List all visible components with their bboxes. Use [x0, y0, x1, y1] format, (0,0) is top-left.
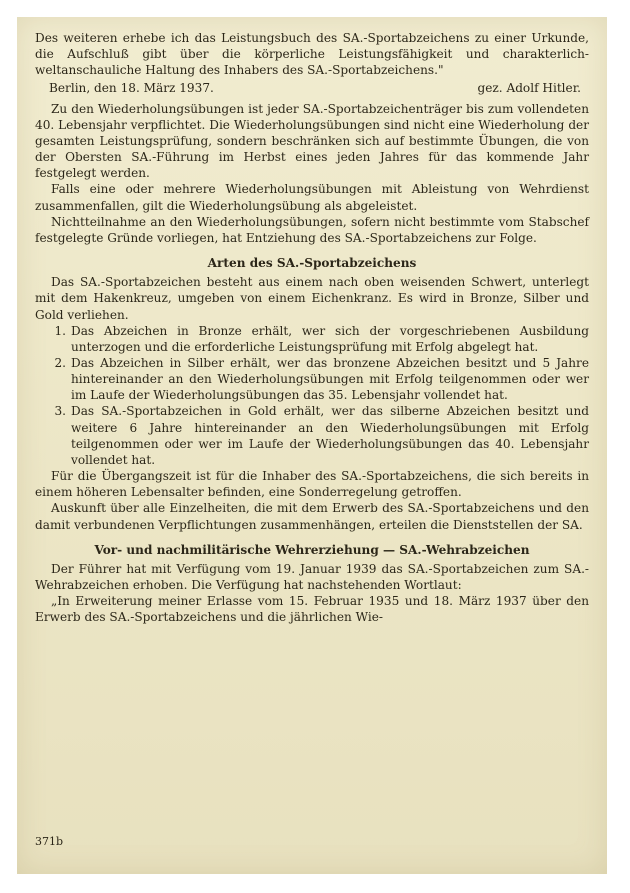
badge-levels-list	[35, 323, 589, 468]
paragraph-verfuegung: Der Führer hat mit Verfügung vom 19. Januar 1939 das SA.-Sportabzeichen zum SA.-Wehrabzeichen erhoben. Die Verfügung hat nachstehenden Wortlaut:	[35, 561, 589, 592]
paragraph-uebergang: Für die Übergangszeit ist für die Inhaber des SA.-Sportabzeichens, die sich bereits in einem höheren Lebensalter befinden, eine Sonderregelung getroffen.	[35, 469, 589, 500]
list-text: Das Abzeichen in Silber erhält, wer das bronzene Abzeichen besitzt und 5 Jahre hintereinander an den Wiederholungsübungen mit Erfolg teilgenommen oder wer im Laufe der Wiederholungsübungen das 35. Lebensjahr vollendet hat.	[71, 355, 589, 403]
paragraph-wehrdienst: Falls eine oder mehrere Wiederholungsübungen mit Ableistung von Wehrdienst zusammenfallen, gilt die Wiederholungsübung als abgeleistet.	[35, 182, 589, 213]
signature-line	[35, 80, 589, 96]
paragraph-erlass-quote: „In Erweiterung meiner Erlasse vom 15. Februar 1935 und 18. März 1937 über den Erwerb des SA.-Sportabzeichens und die jährlichen Wie-	[35, 594, 589, 625]
place-date: Berlin, den 18. März 1937.	[49, 81, 214, 96]
heading-wehrerziehung: Vor- und nachmilitärische Wehrerziehung — SA.-Wehrabzeichen	[94, 542, 530, 557]
page-number: 371b	[35, 834, 64, 848]
paragraph-wiederholung: Zu den Wiederholungsübungen ist jeder SA.-Sportabzeichenträger bis zum vollendeten 40. Lebensjahr verpflichtet. Die Wiederholungsübungen sind nicht eine Wiederholung der gesamten Leistungsprüfung, sondern beschränken sich auf bestimmte Übungen, die von der Obersten SA.-Führung im Herbst eines jeden Jahres für das kommende Jahr festgelegt werden.	[35, 101, 589, 181]
list-item	[45, 323, 589, 355]
list-number: 1.	[54, 323, 66, 338]
list-text: Das SA.-Sportabzeichen in Gold erhält, wer das silberne Abzeichen besitzt und weitere 6 Jahre hintereinander an den Wiederholungsübungen mit Erfolg teilgenommen oder wer im Laufe der Wiederholungsübungen das 40. Lebensjahr vollendet hat.	[71, 404, 589, 467]
paragraph-arten: Das SA.-Sportabzeichen besteht aus einem nach oben weisenden Schwert, unterlegt mit dem Hakenkreuz, umgeben von einem Eichenkranz. Es wird in Bronze, Silber und Gold verliehen.	[35, 275, 589, 322]
paragraph-urkunde: Des weiteren erhebe ich das Leistungsbuch des SA.-Sportabzeichens zu einer Urkunde, die Aufschluß gibt über die körperliche Leistungsfähigkeit und charakterlich-weltanschauliche Haltung des Inhabers des SA.-Sportabzeichens."	[35, 31, 589, 78]
paragraph-nichtteilnahme: Nichtteilnahme an den Wiederholungsübungen, sofern nicht bestimmte vom Stabschef festgelegte Gründe vorliegen, hat Entziehung des SA.-Sportabzeichens zur Folge.	[35, 214, 589, 245]
document-page	[17, 17, 607, 874]
list-item	[45, 403, 589, 468]
list-text: Das Abzeichen in Bronze erhält, wer sich der vorgeschriebenen Ausbildung unterzogen und die erforderliche Leistungsprüfung mit Erfolg abgelegt hat.	[71, 323, 589, 354]
list-number: 3.	[54, 404, 66, 419]
heading-arten: Arten des SA.-Sportabzeichens	[207, 256, 417, 271]
paragraph-auskunft: Auskunft über alle Einzelheiten, die mit dem Erwerb des SA.-Sportabzeichens und den damit verbundenen Verpflichtungen zusammenhängen, erteilen die Dienststellen der SA.	[35, 501, 589, 532]
list-number: 2.	[54, 355, 66, 370]
list-item	[45, 355, 589, 403]
signature: gez. Adolf Hitler.	[477, 81, 581, 96]
